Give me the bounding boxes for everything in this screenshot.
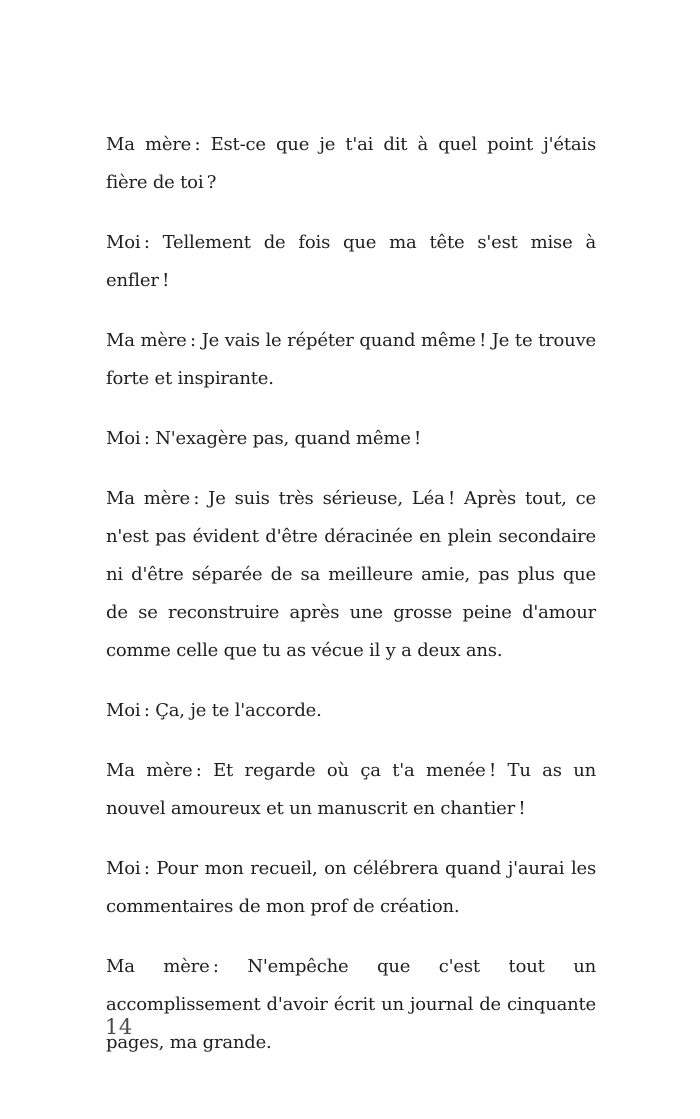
dialogue-paragraph: Ma mère : Est-ce que je t'ai dit à quel point j'étais fière de toi ? bbox=[106, 134, 596, 193]
page-number: 14 bbox=[105, 1015, 133, 1039]
dialogue-paragraph: Moi : Pour mon recueil, on célébrera quand j'aurai les commentaires de mon prof de création. bbox=[106, 858, 596, 917]
dialogue-paragraph: Ma mère : Et regarde où ça t'a menée ! Tu as un nouvel amoureux et un manuscrit en chantier ! bbox=[106, 760, 596, 819]
dialogue-paragraph: Moi : Tellement de fois que ma tête s'est mise à enfler ! bbox=[106, 232, 596, 291]
dialogue-paragraph: Ma mère : Je vais le répéter quand même ! Je te trouve forte et inspirante. bbox=[106, 330, 596, 389]
dialogue-paragraph: Moi : Ça, je te l'accorde. bbox=[106, 700, 322, 721]
dialogue-text-block bbox=[106, 126, 596, 1084]
dialogue-paragraph: Moi : N'exagère pas, quand même ! bbox=[106, 428, 422, 449]
dialogue-paragraph: Ma mère : Je suis très sérieuse, Léa ! Après tout, ce n'est pas évident d'être déracinée en plein secondaire ni d'être séparée de sa meilleure amie, pas plus que de se reconstruire après une grosse peine d'amour comme celle que tu as vécue il y a deux ans. bbox=[106, 488, 596, 661]
dialogue-paragraph: Ma mère : N'empêche que c'est tout un accomplissement d'avoir écrit un journal de cinquante pages, ma grande. bbox=[106, 956, 596, 1053]
